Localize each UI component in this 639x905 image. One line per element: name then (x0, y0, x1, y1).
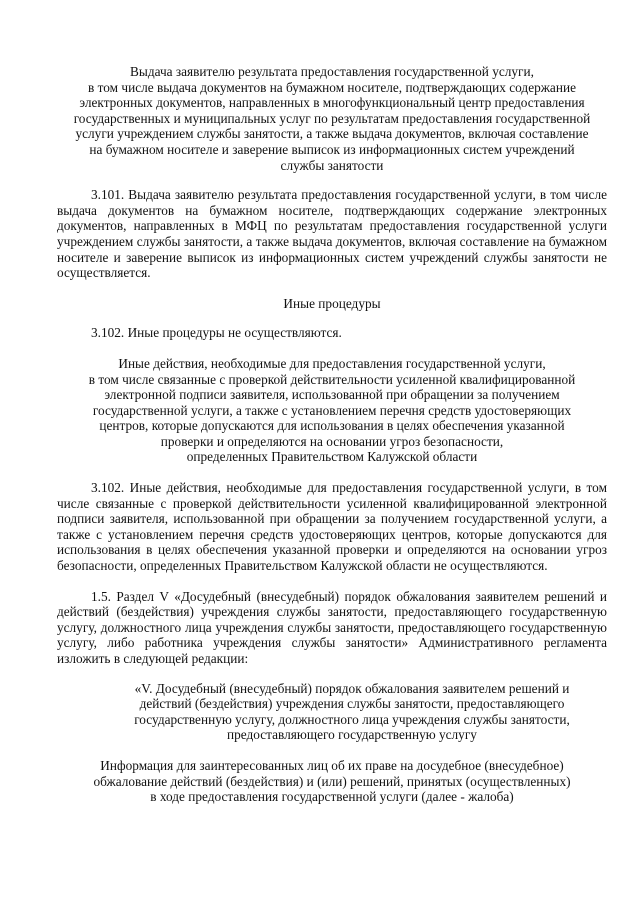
quote-line: действий (бездействия) учреждения службы занятости, предоставляющего (139, 696, 565, 712)
heading-line: государственных и муниципальных услуг по результатам предоставления государственной (73, 110, 591, 126)
heading-other-procedures: Иные процедуры (283, 295, 381, 311)
paragraph-3-101: 3.101. Выдача заявителю результата предоставления государственной услуги, в том числе выдача документов на бумажном носителе, подтверждающих содержание электронных документов, направленных в МФЦ по результатам предоставления государственной услуги учреждением службы занятости, а также выдача документов, включая составление на бумажном носителе и заверение выписок из информационных систем учреждений службы занятости не осуществляется. (57, 187, 607, 281)
heading-line: Информация для заинтересованных лиц об их праве на досудебное (внесудебное) (100, 757, 564, 773)
heading-appeal-info (57, 758, 607, 805)
heading-line: на бумажном носителе и заверение выписок из информационных систем учреждений (89, 141, 575, 157)
heading-line: в том числе связанные с проверкой действительности усиленной квалифицированной (88, 371, 576, 387)
paragraph-3-102-procedures: 3.102. Иные процедуры не осуществляются. (91, 325, 342, 341)
heading-line: центров, которые допускаются для использования в целях обеспечения указанной (99, 418, 565, 434)
heading-line: государственной услуги, а также с установлением перечня средств удостоверяющих (92, 402, 572, 418)
heading-line: услуги учреждением службы занятости, а также выдача документов, включая составление (75, 126, 589, 142)
document-page (57, 64, 607, 805)
heading-line: обжалование действий (бездействия) и (или) решений, принятых (осуществленных) (93, 773, 571, 789)
quote-line: государственную услугу, должностного лица учреждения службы занятости, (134, 711, 570, 727)
heading-line: Выдача заявителю результата предоставления государственной услуги, (130, 64, 534, 79)
quoted-section-v-title (57, 681, 607, 743)
quote-line: «V. Досудебный (внесудебный) порядок обжалования заявителем решений и (134, 680, 570, 696)
quote-line: предоставляющего государственную услугу (227, 727, 477, 743)
heading-line: Иные действия, необходимые для предоставления государственной услуги, (118, 355, 546, 371)
heading-line: в том числе выдача документов на бумажном носителе, подтверждающих содержание (88, 79, 576, 95)
paragraph-3-102-actions: 3.102. Иные действия, необходимые для предоставления государственной услуги, в том числе связанные с проверкой действительности усиленной квалифицированной электронной подписи заявителя, использованной при обращении за получением государственной услуги, а также с установлением перечня средств удостоверяющих центров, которые допускаются для использования в целях обеспечения указанной проверки и определяются на основании угроз безопасности, определенных Правительством Калужской области не осуществляются. (57, 480, 607, 574)
heading-line: электронных документов, направленных в многофункциональный центр предоставления (79, 95, 585, 111)
heading-line: в ходе предоставления государственной услуги (далее - жалоба) (150, 789, 514, 805)
heading-line: службы занятости (280, 157, 384, 173)
heading-issuance-of-result (57, 64, 607, 173)
heading-line: электронной подписи заявителя, использованной при обращении за получением (104, 387, 560, 403)
heading-line: определенных Правительством Калужской области (186, 449, 478, 465)
heading-other-actions (57, 356, 607, 465)
heading-line: проверки и определяются на основании угроз безопасности, (160, 433, 504, 449)
paragraph-1-5: 1.5. Раздел V «Досудебный (внесудебный) порядок обжалования заявителем решений и действий (бездействия) учреждения службы занятости, предоставляющего государственную услугу, должностного лица учреждения службы занятости, предоставляющего государственную услугу, либо работника учреждения службы занятости» Административного регламента изложить в следующей редакции: (57, 588, 607, 666)
